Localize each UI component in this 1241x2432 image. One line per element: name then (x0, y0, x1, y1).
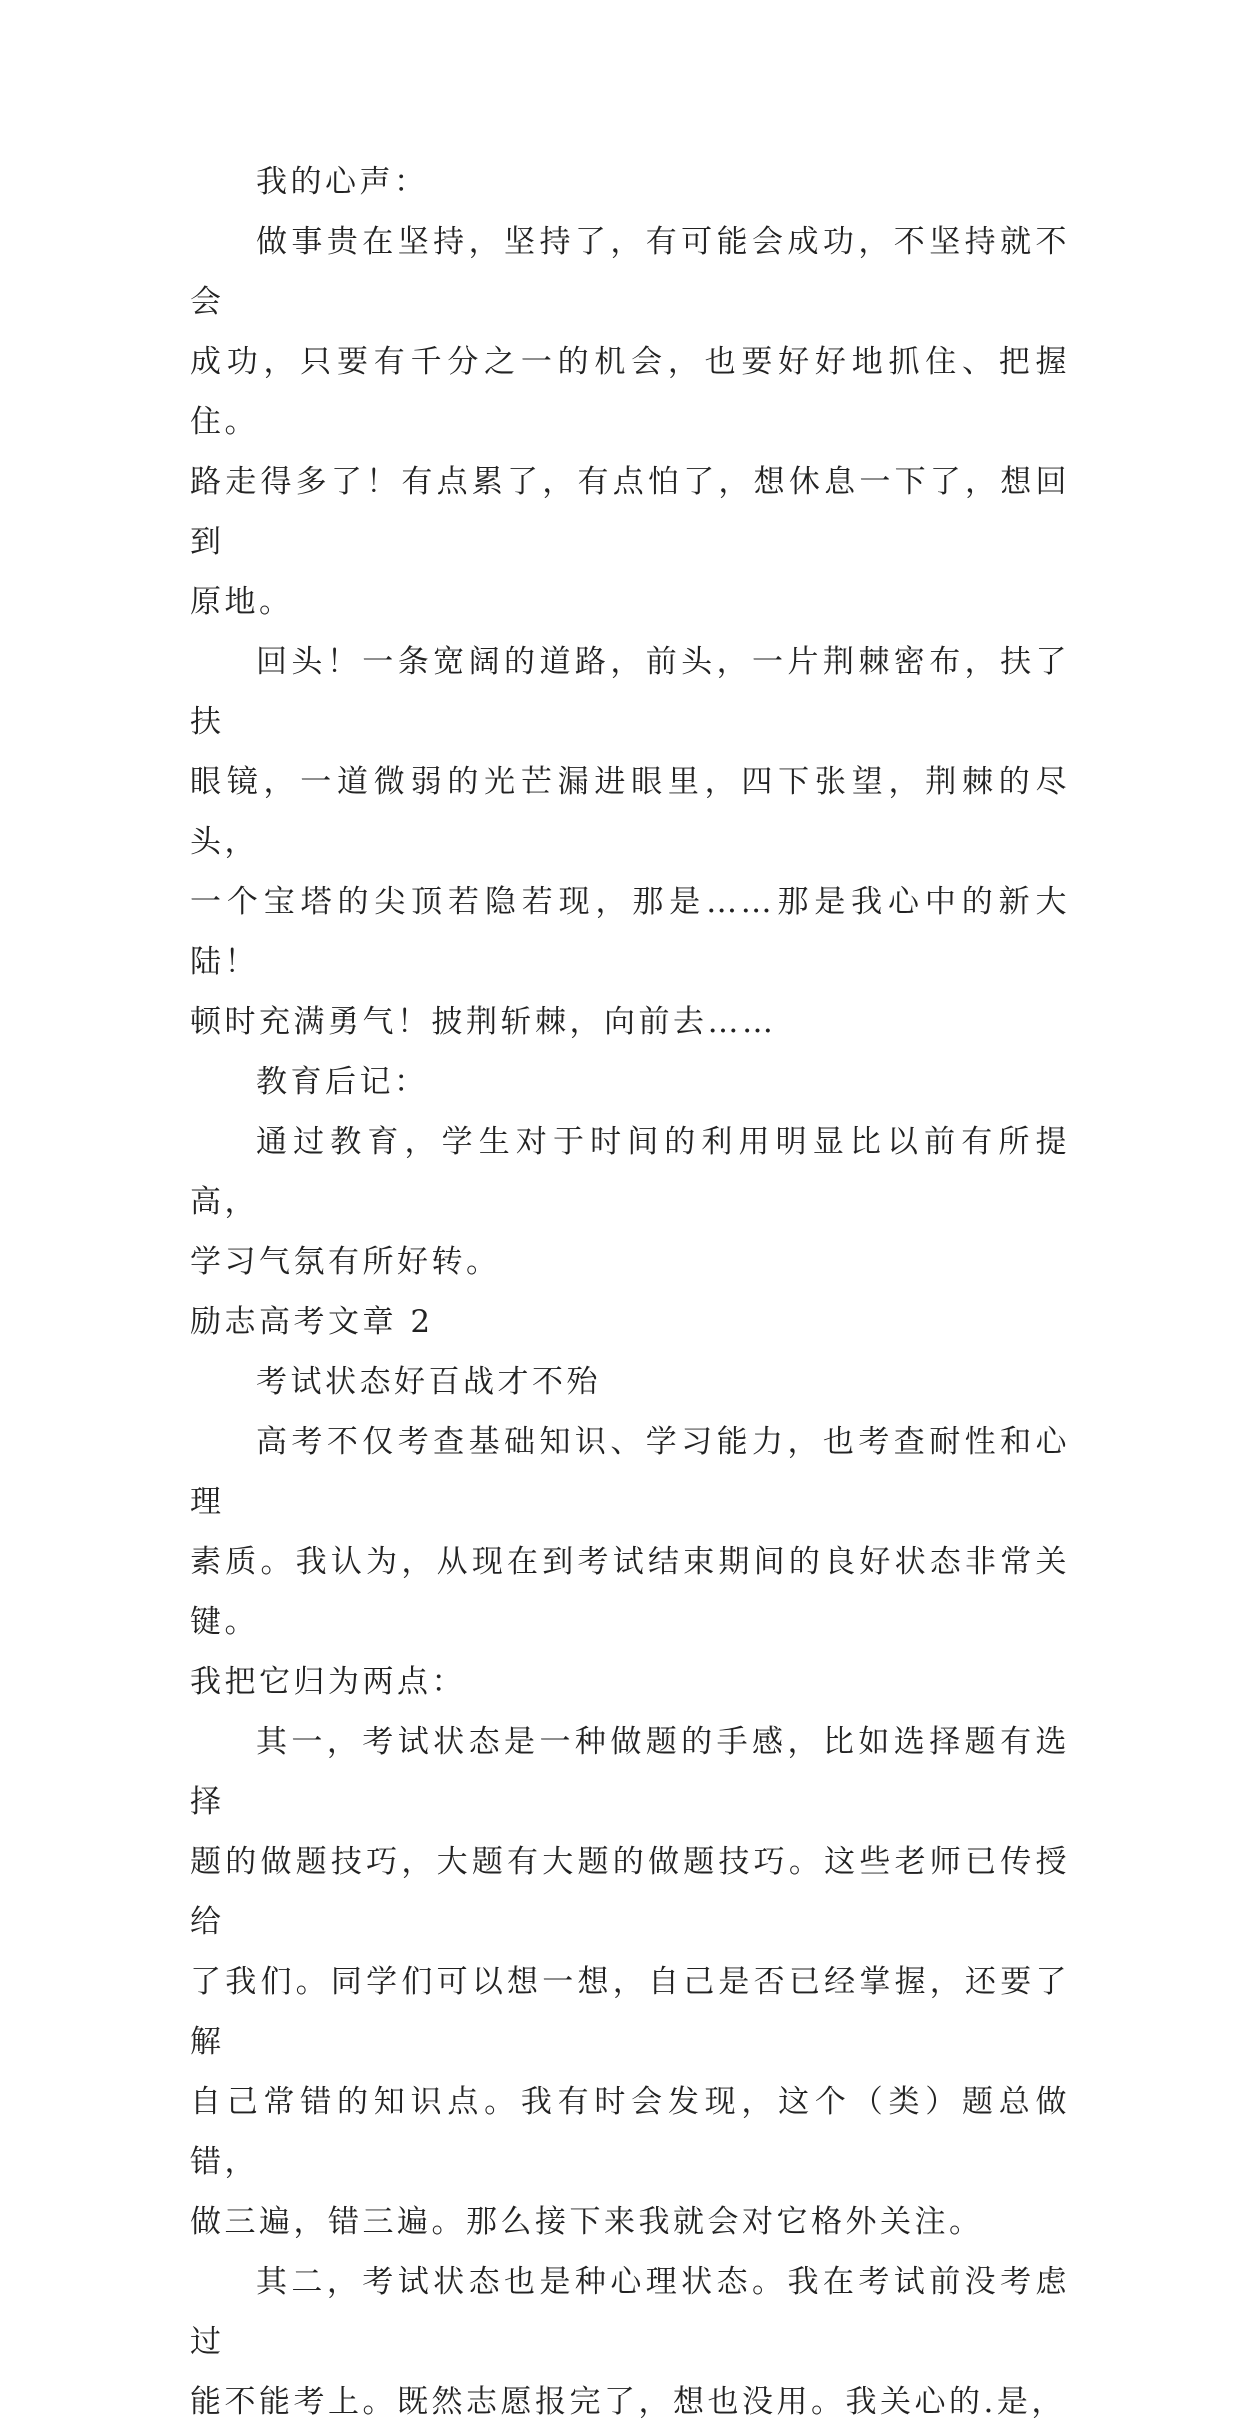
paragraph-education-notes: 通过教育，学生对于时间的利用明显比以前有所提高， 学习气氛有所好转。 (190, 1124, 1070, 1280)
article-heading: 励志高考文章 2 (190, 1304, 434, 1340)
paragraph-persistence: 做事贵在坚持，坚持了，有可能会成功，不坚持就不会 成功，只要有千分之一的机会，也要好好地抓住、把握住。 路走得多了！有点累了，有点怕了，想休息一下了，想回到 原地。 (190, 224, 1070, 620)
document-page (190, 152, 1070, 2432)
paragraph-point-two: 其二，考试状态也是种心理状态。我在考试前没考虑过 能不能考上。既然志愿报完了，想也没用。我关心的.是， (190, 2264, 1070, 2420)
paragraph-education-notes-heading: 教育后记： (256, 1064, 429, 1100)
article-subtitle: 考试状态好百战才不殆 (256, 1364, 601, 1400)
paragraph-exam-intro: 高考不仅考查基础知识、学习能力，也考查耐性和心理 素质。我认为，从现在到考试结束期间的良好状态非常关键。 我把它归为两点： (190, 1424, 1070, 1700)
paragraph-look-back: 回头！一条宽阔的道路，前头，一片荆棘密布，扶了扶 眼镜，一道微弱的光芒漏进眼里，四下张望，荆棘的尽头， 一个宝塔的尖顶若隐若现，那是……那是我心中的新大陆！ 顿时充满勇气！披荆斩棘，向前去…… (190, 644, 1070, 1040)
paragraph-my-voice-heading: 我的心声： (256, 164, 429, 200)
paragraph-point-one: 其一，考试状态是一种做题的手感，比如选择题有选择 题的做题技巧，大题有大题的做题技巧。这些老师已传授给 了我们。同学们可以想一想，自己是否已经掌握，还要了解 自己常错的知识点。我有时会发现，这个（类）题总做错， 做三遍，错三遍。那么接下来我就会对它格外关注。 (190, 1724, 1070, 2240)
